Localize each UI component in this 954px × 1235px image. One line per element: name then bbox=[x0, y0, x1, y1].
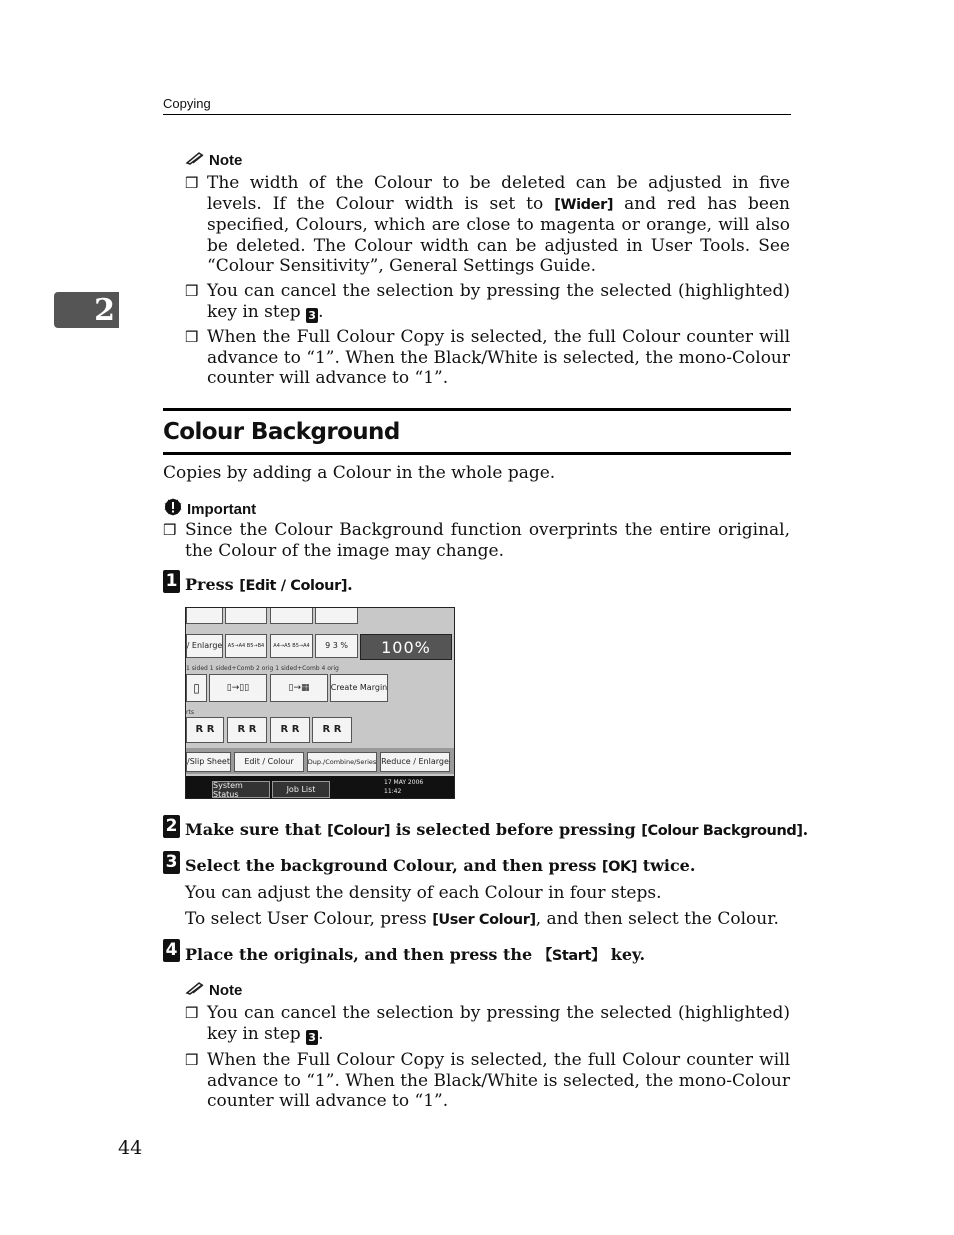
note-item: ❒ When the Full Colour Copy is selected, the full Colour counter will advance to “1”. When the Black/White is selected, the mono-Colour counter will advance to “1”. bbox=[185, 327, 790, 388]
step-ref-icon: 3 bbox=[306, 308, 318, 323]
step-number-1: 1 bbox=[163, 570, 180, 593]
key-wider: [Wider] bbox=[554, 196, 614, 213]
important-heading bbox=[163, 497, 256, 521]
note-title: Note bbox=[209, 981, 243, 999]
mode-labels: 1 sided 1 sided+Comb 2 orig 1 sided+Comb 4 orig bbox=[186, 665, 339, 672]
screen-key bbox=[270, 607, 313, 624]
checkbox-bullet-icon: ❒ bbox=[185, 174, 199, 192]
slip-sheet-tab: /Slip Sheet bbox=[186, 752, 231, 772]
screen-key bbox=[315, 607, 358, 624]
step-number-2: 2 bbox=[163, 815, 180, 838]
system-status-button: System Status bbox=[212, 781, 270, 798]
page-number: 44 bbox=[118, 1137, 143, 1159]
note-heading bbox=[185, 981, 242, 999]
reduce-enlarge-tab: Reduce / Enlarge bbox=[380, 752, 450, 772]
section-intro: Copies by adding a Colour in the whole page. bbox=[163, 463, 556, 483]
screen-key bbox=[225, 607, 267, 624]
step-ref-icon: 3 bbox=[306, 1030, 318, 1045]
note-heading bbox=[185, 151, 242, 169]
device-screen-image bbox=[185, 607, 455, 799]
combine-4-icon: ▯→▦ bbox=[270, 674, 328, 702]
r-icon: R R bbox=[227, 717, 267, 743]
dup-combine-tab: Dup./Combine/Series bbox=[307, 752, 377, 772]
important-title: Important bbox=[187, 500, 257, 518]
important-icon bbox=[163, 497, 183, 521]
time-display: 11:42 bbox=[384, 788, 402, 795]
step-4-text: Place the originals, and then press the 【Start】 key. bbox=[185, 945, 646, 964]
mode-icon: ▯ bbox=[186, 674, 207, 702]
section-title: Colour Background bbox=[163, 419, 400, 445]
create-margin-key: Create Margin bbox=[330, 674, 388, 702]
pencil-icon bbox=[185, 981, 205, 999]
step-3-detail: You can adjust the density of each Colour in four steps. bbox=[185, 883, 662, 903]
preset-key: A4→A5 B5→A4 bbox=[270, 634, 313, 658]
pencil-icon bbox=[185, 151, 205, 169]
ratio-key: 9 3 % bbox=[315, 634, 358, 658]
step-number-3: 3 bbox=[163, 851, 180, 874]
section-rule bbox=[163, 452, 791, 455]
checkbox-bullet-icon: ❒ bbox=[185, 282, 199, 300]
screen-key bbox=[186, 607, 223, 624]
row-label: rts bbox=[186, 709, 194, 716]
checkbox-bullet-icon: ❒ bbox=[185, 328, 199, 346]
checkbox-bullet-icon: ❒ bbox=[163, 521, 177, 539]
important-item: ❒ Since the Colour Background function overprints the entire original, the Colour of the image may change. bbox=[163, 520, 790, 561]
checkbox-bullet-icon: ❒ bbox=[185, 1004, 199, 1022]
date-display: 17 MAY 2006 bbox=[384, 779, 424, 786]
step-number-4: 4 bbox=[163, 939, 180, 962]
section-rule bbox=[163, 408, 791, 411]
step-2-text: Make sure that [Colour] is selected before pressing [Colour Background]. bbox=[185, 820, 809, 839]
job-list-button: Job List bbox=[272, 781, 330, 798]
running-header: Copying bbox=[163, 96, 211, 111]
preset-key: A5→A4 B5→B4 bbox=[225, 634, 267, 658]
note-title: Note bbox=[209, 151, 243, 169]
step-3-detail: To select User Colour, press [User Colour], and then select the Colour. bbox=[185, 909, 779, 929]
r-icon: R R bbox=[312, 717, 352, 743]
step-1-text: Press [Edit / Colour]. bbox=[185, 575, 353, 594]
ratio-display: 100% bbox=[360, 634, 452, 660]
header-rule bbox=[163, 114, 791, 115]
step-3-text: Select the background Colour, and then press [OK] twice. bbox=[185, 856, 696, 875]
r-icon: R R bbox=[186, 717, 224, 743]
combine-2-icon: ▯→▯▯ bbox=[209, 674, 267, 702]
enlarge-key: / Enlarge bbox=[186, 634, 223, 658]
note-item: ❒ The width of the Colour to be deleted can be adjusted in five levels. If the Colour width is set to [Wider] and red has been specified, Colours, which are close to magenta or orange, will also be deleted. The Colour width can be adjusted in User Tools. See “Colour Sensitivity”, General Settings Guide. bbox=[185, 173, 790, 276]
edit-colour-tab: Edit / Colour bbox=[234, 752, 304, 772]
note-item: ❒ You can cancel the selection by pressing the selected (highlighted) key in step 3 . bbox=[185, 1003, 790, 1044]
note-item: ❒ You can cancel the selection by pressing the selected (highlighted) key in step 3 . bbox=[185, 281, 790, 322]
note-item: ❒ When the Full Colour Copy is selected, the full Colour counter will advance to “1”. When the Black/White is selected, the mono-Colour counter will advance to “1”. bbox=[185, 1050, 790, 1111]
checkbox-bullet-icon: ❒ bbox=[185, 1051, 199, 1069]
r-icon: R R bbox=[270, 717, 310, 743]
chapter-tab: 2 bbox=[54, 292, 119, 328]
